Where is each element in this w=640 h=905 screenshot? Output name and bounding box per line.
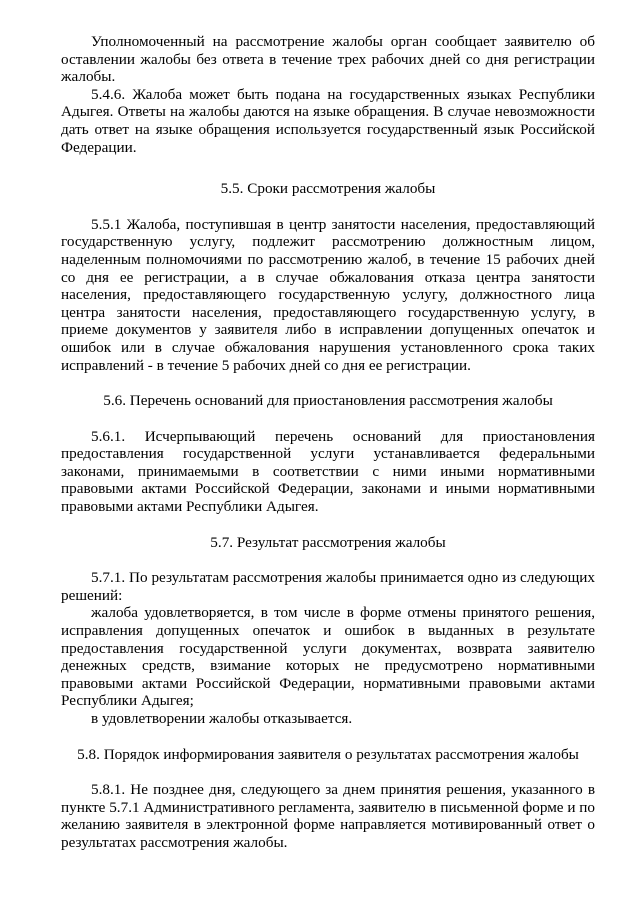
heading-5-6: 5.6. Перечень оснований для приостановления рассмотрения жалобы <box>103 392 553 410</box>
heading-5-8: 5.8. Порядок информирования заявителя о результатах рассмотрения жалобы <box>77 745 579 763</box>
paragraph-5-7-1-option-refused: в удовлетворении жалобы отказывается. <box>91 710 353 727</box>
paragraph-5-6-1: 5.6.1. Исчерпывающий перечень оснований для приостановления предоставления государственной услуги устанавливается федеральными законами, принимаемыми в соответствии с ними иными нормативными правовыми актами Российской Федерации, законами и иными нормативными правовыми актами Республики Адыгея. <box>61 427 595 516</box>
paragraph-complaint-no-answer: Уполномоченный на рассмотрение жалобы орган сообщает заявителю об оставлении жалобы без ответа в течение трех рабочих дней со дня регистрации жалобы. <box>61 33 595 86</box>
paragraph-5-4-6: 5.4.6. Жалоба может быть подана на государственных языках Республики Адыгея. Ответы на жалобы даются на языке обращения. В случае невозможности дать ответ на языке обращения используется государственный язык Российской Федерации. <box>61 85 595 156</box>
paragraph-5-8-1: 5.8.1. Не позднее дня, следующего за днем принятия решения, указанного в пункте 5.7.1 Административного регламента, заявителю в письменной форме и по желанию заявителя в электронной форме направляется мотивированный ответ о результатах рассмотрения жалобы. <box>61 781 595 851</box>
paragraph-5-7-1: 5.7.1. По результатам рассмотрения жалобы принимается одно из следующих решений: <box>61 569 595 604</box>
paragraph-5-7-1-option-satisfied: жалоба удовлетворяется, в том числе в форме отмены принятого решения, исправления допущенных опечаток и ошибок в выданных в результате предоставления государственной услуги документах, возврата заявителю денежных средств, взимание которых не предусмотрено нормативными правовыми актами Российской Федерации, нормативными правовыми актами Республики Адыгея; <box>61 604 595 710</box>
heading-5-7: 5.7. Результат рассмотрения жалобы <box>210 533 446 551</box>
heading-5-5: 5.5. Сроки рассмотрения жалобы <box>220 180 436 198</box>
paragraph-5-5-1: 5.5.1 Жалоба, поступившая в центр занятости населения, предоставляющий государственную услугу, подлежит рассмотрению должностным лицом, наделенным полномочиями по рассмотрению жалоб, в течение 15 рабочих дней со дня ее регистрации, а в случае обжалования отказа центра занятости населения, предоставляющего государственную услугу, должностного лица центра занятости населения, предоставляющего государственную услугу, в приеме документов у заявителя либо в исправлении допущенных опечаток и ошибок или в случае обжалования нарушения установленного срока таких исправлений - в течение 5 рабочих дней со дня ее регистрации. <box>61 215 595 374</box>
